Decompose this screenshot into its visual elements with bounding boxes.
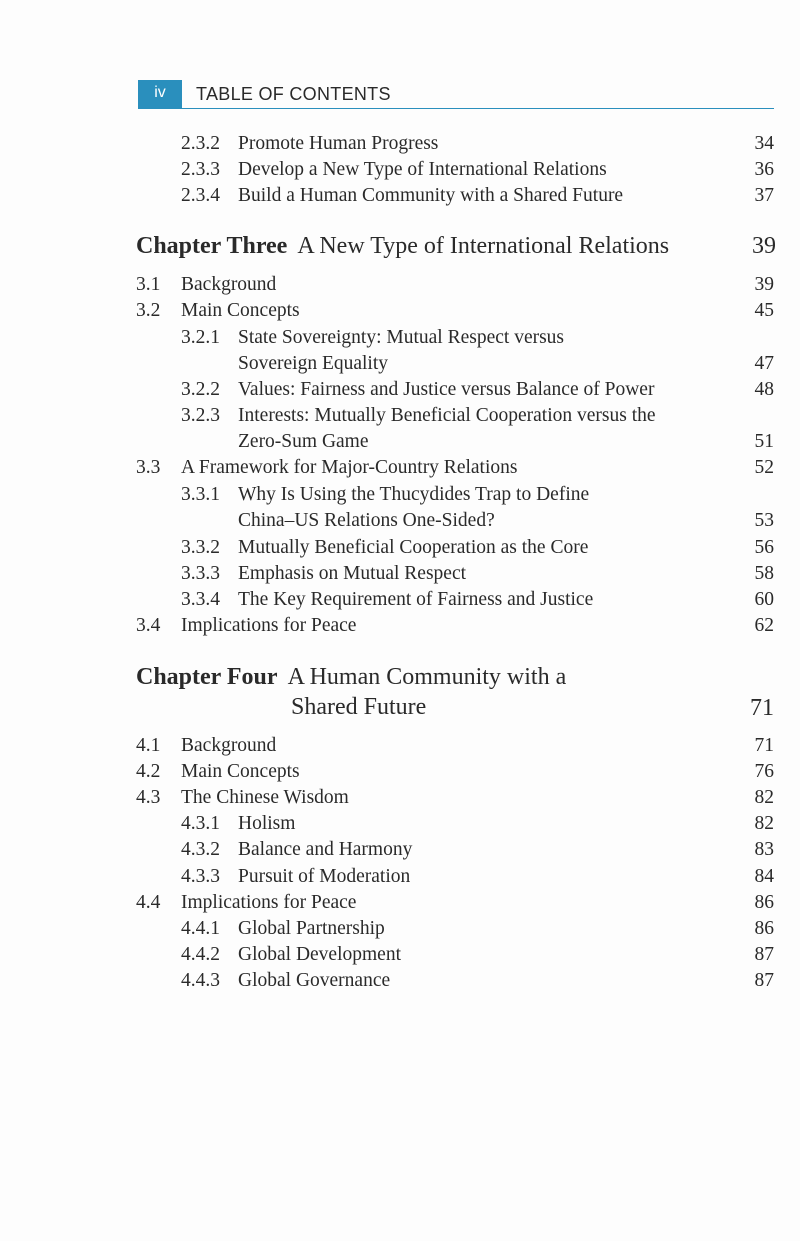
chapter-heading	[136, 662, 776, 692]
entry-page: 52	[754, 457, 774, 478]
toc-entry	[0, 298, 800, 324]
entry-page: 48	[754, 379, 774, 400]
entry-title: Mutually Beneficial Cooperation as the Core	[238, 537, 589, 558]
entry-number: 3.2	[136, 300, 161, 321]
entry-number: 2.3.3	[181, 159, 220, 180]
entry-number: 4.4.1	[181, 918, 220, 939]
entry-page: 86	[754, 918, 774, 939]
toc-entry	[0, 942, 800, 968]
entry-page: 87	[754, 944, 774, 965]
entry-page: 62	[754, 615, 774, 636]
entry-number: 3.4	[136, 615, 161, 636]
entry-title: Sovereign Equality	[238, 353, 389, 374]
entry-page: 84	[754, 866, 774, 887]
entry-number: 4.4.2	[181, 944, 220, 965]
entry-page: 71	[754, 735, 774, 756]
toc-entry	[0, 131, 800, 157]
entry-number: 4.3.1	[181, 813, 220, 834]
chapter-page: 71	[750, 695, 774, 721]
toc-entry	[0, 785, 800, 811]
entry-title: The Key Requirement of Fairness and Justice	[238, 589, 594, 610]
entry-title: The Chinese Wisdom	[181, 787, 349, 808]
toc-entry-continuation	[0, 508, 800, 534]
entry-page: 37	[754, 185, 774, 206]
toc-entry	[0, 916, 800, 942]
entry-number: 3.3.4	[181, 589, 220, 610]
entry-title: Zero-Sum Game	[238, 431, 369, 452]
toc-entry	[0, 272, 800, 298]
entry-number: 4.3.2	[181, 839, 220, 860]
entry-title: Emphasis on Mutual Respect	[238, 563, 467, 584]
entry-number: 4.3	[136, 787, 161, 808]
entry-page: 34	[754, 133, 774, 154]
toc-entry	[0, 455, 800, 481]
entry-page: 45	[754, 300, 774, 321]
toc-entry	[0, 613, 800, 639]
toc-entry	[0, 157, 800, 183]
entry-number: 2.3.2	[181, 133, 220, 154]
page-header	[138, 80, 774, 109]
entry-number: 3.2.3	[181, 405, 220, 426]
entry-number: 4.1	[136, 735, 161, 756]
entry-title: Promote Human Progress	[238, 133, 439, 154]
entry-number: 4.3.3	[181, 866, 220, 887]
entry-page: 58	[754, 563, 774, 584]
toc-entry	[0, 482, 800, 508]
toc-entry	[0, 403, 800, 429]
toc-entry	[0, 377, 800, 403]
entry-page: 87	[754, 970, 774, 991]
toc-entry	[0, 587, 800, 613]
entry-title: Balance and Harmony	[238, 839, 413, 860]
entry-page: 51	[754, 431, 774, 452]
entry-number: 3.3	[136, 457, 161, 478]
entry-title: Build a Human Community with a Shared Future	[238, 185, 624, 206]
entry-title: Background	[181, 274, 277, 295]
chapter-label: Chapter Four	[136, 664, 278, 690]
chapter-page: 39	[752, 233, 776, 259]
entry-title: Global Development	[238, 944, 401, 965]
toc-entry	[0, 535, 800, 561]
toc-entry-continuation	[0, 429, 800, 455]
toc-entry	[0, 325, 800, 351]
entry-page: 47	[754, 353, 774, 374]
entry-page: 82	[754, 787, 774, 808]
chapter-label: Chapter Three	[136, 233, 288, 259]
entry-number: 2.3.4	[181, 185, 220, 206]
toc-entry-continuation	[0, 351, 800, 377]
entry-page: 53	[754, 510, 774, 531]
entry-title: China–US Relations One-Sided?	[238, 510, 495, 531]
toc-entry	[0, 183, 800, 209]
entry-page: 83	[754, 839, 774, 860]
entry-title: Holism	[238, 813, 296, 834]
entry-page: 76	[754, 761, 774, 782]
entry-number: 4.4	[136, 892, 161, 913]
toc-entry	[0, 561, 800, 587]
toc-entry	[0, 811, 800, 837]
entry-title: Global Governance	[238, 970, 391, 991]
toc-entry	[0, 733, 800, 759]
entry-title: State Sovereignty: Mutual Respect versus	[238, 327, 565, 348]
entry-title: Background	[181, 735, 277, 756]
entry-number: 3.3.2	[181, 537, 220, 558]
entry-page: 36	[754, 159, 774, 180]
entry-title: Why Is Using the Thucydides Trap to Define	[238, 484, 590, 505]
entry-title: Global Partnership	[238, 918, 385, 939]
entry-title: Main Concepts	[181, 300, 300, 321]
entry-title: Develop a New Type of International Relations	[238, 159, 607, 180]
entry-title: Implications for Peace	[181, 892, 357, 913]
entry-title: A Framework for Major-Country Relations	[181, 457, 518, 478]
page-number-tab: iv	[138, 80, 182, 108]
entry-page: 56	[754, 537, 774, 558]
entry-title: Values: Fairness and Justice versus Balance of Power	[238, 379, 655, 400]
entry-page: 82	[754, 813, 774, 834]
entry-number: 3.1	[136, 274, 161, 295]
entry-number: 3.3.1	[181, 484, 220, 505]
chapter-title-continuation: Shared Future	[291, 694, 427, 720]
toc-entry	[0, 864, 800, 890]
header-title: TABLE OF CONTENTS	[196, 84, 391, 104]
toc-entry	[0, 837, 800, 863]
toc-entry	[0, 890, 800, 916]
entry-page: 60	[754, 589, 774, 610]
toc-entry	[0, 968, 800, 994]
entry-number: 3.2.1	[181, 327, 220, 348]
entry-number: 4.4.3	[181, 970, 220, 991]
entry-title: Pursuit of Moderation	[238, 866, 411, 887]
toc-entry	[0, 759, 800, 785]
chapter-heading	[136, 231, 776, 261]
entry-page: 86	[754, 892, 774, 913]
chapter-title: A Human Community with a	[287, 664, 567, 690]
entry-number: 3.3.3	[181, 563, 220, 584]
entry-title: Interests: Mutually Beneficial Cooperation versus the	[238, 405, 656, 426]
entry-title: Implications for Peace	[181, 615, 357, 636]
entry-title: Main Concepts	[181, 761, 300, 782]
entry-number: 4.2	[136, 761, 161, 782]
entry-page: 39	[754, 274, 774, 295]
chapter-title: A New Type of International Relations	[297, 233, 670, 259]
entry-number: 3.2.2	[181, 379, 220, 400]
